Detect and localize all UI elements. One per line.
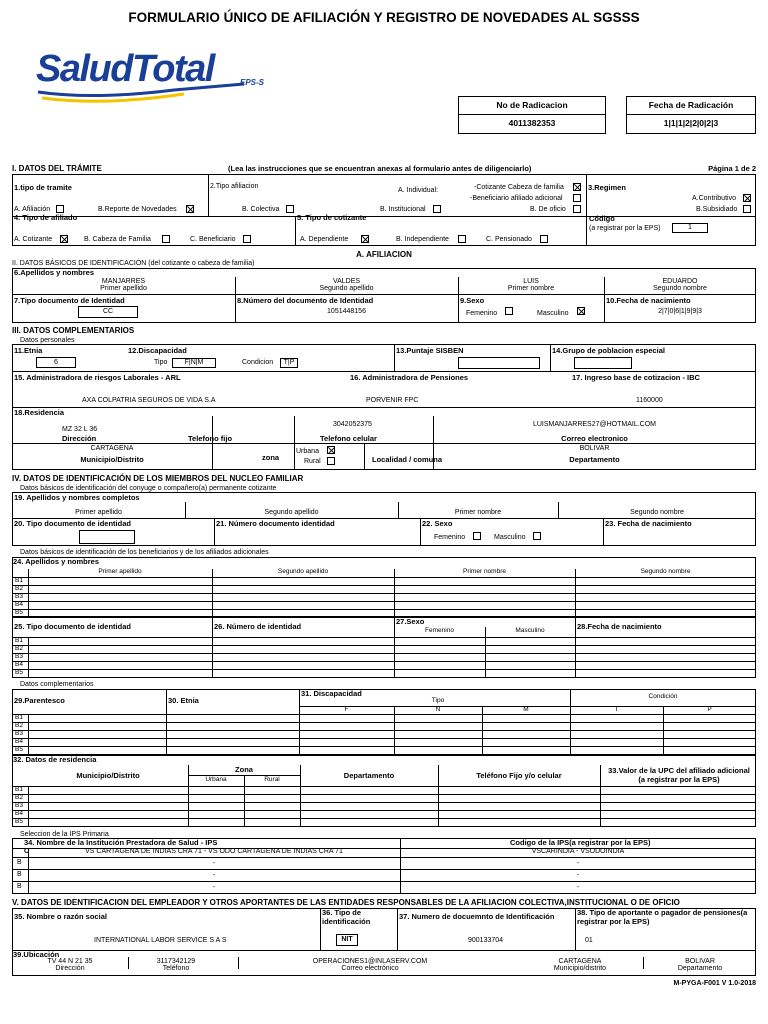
arl-label: 15. Administradora de riesgos Laborales - ARL — [14, 373, 181, 382]
num-id-label: 37. Numero de docuemnto de Identificación — [399, 912, 555, 921]
condicion-p-header: P — [707, 706, 712, 713]
telefono-fijo-caption: Telefono fijo — [188, 434, 233, 443]
fecha-radicacion-label: Fecha de Radicación — [648, 100, 734, 110]
masculino-checkbox[interactable] — [577, 307, 585, 315]
row-b1: B1 — [15, 577, 23, 584]
condicion-t-header: T — [614, 706, 619, 713]
reporte-novedades-label: B.Reporte de Novedades — [98, 206, 177, 213]
ubicacion-direccion-caption: Dirección — [55, 965, 85, 972]
row-b2: B2 — [15, 585, 23, 592]
pensiones-label: 16. Administradora de Pensiones — [350, 373, 469, 382]
municipio-value: CARTAGENA — [90, 445, 134, 452]
ips-row-code: - — [576, 860, 580, 867]
section-3-title: III. DATOS COMPLEMENTARIOS — [12, 326, 135, 335]
row-b5: B5 — [15, 669, 23, 676]
logo-suffix: EPS-S — [240, 78, 265, 87]
urbana-32-header: Urbana — [205, 776, 227, 783]
row-b5: B5 — [15, 609, 23, 616]
etnia-label: 11.Etnia — [14, 346, 43, 355]
subsidiado-label: B.Subsidiado — [696, 206, 738, 213]
departamento-32-header: Departamento — [343, 771, 395, 780]
sexo-label: 9.Sexo — [460, 296, 485, 305]
fecha-radicacion-value: 1|1|1|2|2|0|2|3 — [663, 118, 719, 128]
ips-row-name: - — [212, 872, 216, 879]
row-b4: B4 — [15, 601, 23, 608]
ips-row-code: - — [576, 884, 580, 891]
instructions-note: (Lea las instrucciones que se encuentran anexas al formulario antes de diligenciarlo) — [228, 164, 532, 173]
ips-seleccion-label: Seleccion de la IPS Primaria — [20, 831, 109, 838]
de-oficio-checkbox[interactable] — [573, 205, 581, 213]
condicion-31-header: Condición — [648, 693, 678, 700]
tipo-f-header: F — [344, 706, 349, 713]
primer-nombre-value: LUIS — [523, 278, 539, 285]
contributivo-checkbox[interactable] — [743, 194, 751, 202]
etnia-30-label: 30. Etnia — [168, 696, 199, 705]
numero-documento-label: 8.Número del documento de Identidad — [237, 296, 374, 305]
row-b2: B2 — [15, 645, 23, 652]
beneficiario-adicional-checkbox[interactable] — [573, 194, 581, 202]
residencia-label: 18.Residencia — [14, 408, 65, 417]
dependiente-label: A. Dependiente — [300, 236, 349, 243]
conyuge-label: Datos básicos de identificación del conyuge o compañero(a) permanente cotizante — [20, 485, 277, 492]
radicacion-value: 4011382353 — [508, 118, 556, 128]
section-5-title: V. DATOS DE IDENTIFICACION DEL EMPLEADOR Y OTROS APORTANTES DE LAS ENTIDADES RESPONSABLES DE LA AFILIACION COLECTIVA,INSTITUCIONAL O DE OFICIO — [12, 898, 680, 907]
zona-32-header: Zona — [235, 765, 253, 774]
segundo-apellido-value: VALDES — [332, 278, 361, 285]
apellidos-24-table — [12, 557, 756, 617]
discapacidad-label: 12.Discapacidad — [128, 346, 187, 355]
discapacidad-tipo-value: F|N|M — [172, 358, 216, 368]
ips-row-tag: B — [17, 871, 22, 878]
correo-caption: Correo electronico — [561, 434, 628, 443]
sisben-input[interactable] — [458, 357, 540, 369]
row-b1: B1 — [15, 637, 23, 644]
section-1-title: I. DATOS DEL TRÁMITE — [12, 164, 102, 173]
rural-checkbox[interactable] — [327, 457, 335, 465]
institucional-checkbox[interactable] — [433, 205, 441, 213]
row-b1: B1 — [15, 786, 23, 793]
fecha-28-label: 28.Fecha de nacimiento — [577, 622, 662, 631]
conyuge-femenino-label: Femenino — [434, 534, 466, 541]
cabeza-familia-label: B. Cabeza de Familia — [84, 236, 151, 243]
apellidos-24-label: 24. Apellidos y nombres — [13, 557, 99, 566]
etnia-value: 6 — [36, 357, 76, 368]
ubicacion-telefono-value: 3117342129 — [156, 958, 196, 965]
ubicacion-municipio-value: CARTAGENA — [558, 958, 602, 965]
tipo-cotizante-label: 5. Tipo de cotizante — [297, 213, 367, 222]
tipo-31-header: Tipo — [431, 697, 445, 704]
femenino-label: Femenino — [466, 310, 498, 317]
logo-text: SaludTotal — [36, 48, 214, 90]
ips-row-tag: B — [17, 883, 22, 890]
celular-value: 3042052375 — [333, 421, 372, 428]
fecha-nacimiento-label: 10.Fecha de nacimiento — [606, 296, 691, 305]
conyuge-femenino-checkbox[interactable] — [473, 532, 481, 540]
afiliacion-label: A. Afiliación — [14, 206, 51, 213]
direccion-value: MZ 32 L 36 — [62, 426, 98, 433]
row-b5: B5 — [15, 818, 23, 825]
tipo-doc-25-label: 25. Tipo documento de identidad — [14, 622, 131, 631]
upc-33-header: 33.Valor de la UPC del afiliado adicional (a registrar por la EPS) — [608, 766, 750, 784]
individual-label: A. Individual: — [398, 187, 439, 194]
reporte-novedades-checkbox[interactable] — [186, 205, 194, 213]
conyuge-tipo-doc-label: 20. Tipo documento de identidad — [14, 519, 131, 528]
tipo-id-value: NIT — [336, 934, 358, 946]
institucional-label: B. Institucional — [380, 206, 426, 213]
telefono-32-header: Teléfono Fijo y/o celular — [476, 771, 562, 780]
datos-complementarios-label: Datos complementarios — [20, 681, 94, 688]
b-primer-nombre-header: Primer nombre — [463, 568, 506, 575]
row-b4: B4 — [15, 661, 23, 668]
zona-label: zona — [262, 453, 280, 462]
tipo-id-label: 36. Tipo de identificación — [322, 908, 371, 926]
ips-row-tag: B — [17, 859, 22, 866]
conyuge-segundo-apellido-caption: Segundo apellido — [264, 509, 319, 516]
ubicacion-departamento-caption: Departamento — [677, 965, 723, 972]
conyuge-segundo-nombre-caption: Segundo nombre — [630, 509, 684, 516]
ubicacion-correo-value: OPERACIONES1@INLASERV.COM — [312, 958, 428, 965]
regimen-label: 3.Regimen — [588, 183, 626, 192]
row-b3: B3 — [15, 802, 23, 809]
tipo-afiliacion-label: 2.Tipo afiliacion — [210, 183, 259, 190]
cotizante-cabeza-label: -Cotizante Cabeza de familia — [474, 184, 564, 191]
de-oficio-label: B. De oficio — [530, 206, 566, 213]
beneficiarios-label: Datos básicos de identificación de los beneficiarios y de los afiliados adicionales — [20, 549, 269, 556]
datos-personales-label: Datos personales — [20, 337, 75, 344]
beneficiario-label: C. Beneficiario — [190, 236, 236, 243]
page-number: Página 1 de 2 — [708, 164, 756, 173]
row-b3: B3 — [15, 730, 23, 737]
discapacidad-tipo-label: Tipo — [154, 359, 168, 366]
segundo-nombre-caption: Segundo nombre — [653, 285, 707, 292]
rural-32-header: Rural — [264, 776, 280, 783]
conyuge-num-doc-label: 21. Número documento identidad — [216, 519, 335, 528]
numero-documento-value: 1051448156 — [327, 308, 366, 315]
codigo-label: Código — [589, 214, 615, 223]
primer-apellido-caption: Primer apellido — [100, 285, 147, 292]
cabeza-familia-checkbox[interactable] — [162, 235, 170, 243]
ips-row-name: VS CARTAGENA DE INDIAS CRA 71 - VS ODO CARTAGENA DE INDIAS CRA 71 — [85, 848, 343, 855]
urbana-checkbox[interactable] — [327, 446, 335, 454]
beneficiario-adicional-label: -Beneficiario afiliado adicional — [470, 195, 563, 202]
tipo-documento-label: 7.Tipo documento de Identidad — [14, 296, 125, 305]
tipo-documento-value: CC — [78, 306, 138, 318]
municipio-32-header: Municipio/Distrito — [76, 771, 140, 780]
conyuge-tipo-doc-input[interactable] — [79, 530, 135, 544]
conyuge-masculino-label: Masculino — [494, 534, 526, 541]
segundo-apellido-caption: Segundo apellido — [319, 285, 374, 292]
sisben-label: 13.Puntaje SISBEN — [396, 346, 464, 355]
grupo-poblacion-label: 14.Grupo de poblacion especial — [552, 346, 665, 355]
ips-row-tag: C — [24, 848, 30, 855]
rural-label: Rural — [304, 458, 321, 465]
form-code: M-PYGA-F001 V 1.0-2018 — [673, 980, 756, 987]
row-b4: B4 — [15, 810, 23, 817]
pensiones-value: PORVENIR FPC — [366, 397, 419, 404]
saludtotal-logo — [34, 48, 274, 108]
localidad-label: Localidad / comuna — [372, 455, 443, 464]
sexo-27-femenino: Femenino — [425, 627, 454, 634]
afiliacion-title: A. AFILIACION — [356, 250, 412, 259]
conyuge-masculino-checkbox[interactable] — [533, 532, 541, 540]
b-segundo-apellido-header: Segundo apellido — [277, 568, 329, 575]
colectiva-label: B. Colectiva — [242, 206, 280, 213]
ips-row-code: VSCARINDIA - VSODOINDIA — [531, 848, 625, 855]
tipo-m-header: M — [523, 706, 529, 713]
segundo-nombre-value: EDUARDO — [662, 278, 698, 285]
b-primer-apellido-header: Primer apellido — [98, 568, 142, 575]
ibc-value: 1160000 — [636, 397, 663, 404]
subsidiado-checkbox[interactable] — [743, 205, 751, 213]
afiliacion-checkbox[interactable] — [56, 205, 64, 213]
tipo-n-header: N — [435, 706, 441, 713]
conyuge-primer-nombre-caption: Primer nombre — [454, 509, 502, 516]
masculino-label: Masculino — [537, 310, 569, 317]
celular-caption: Telefono celular — [320, 434, 377, 443]
ips-name-header: 34. Nombre de la Institución Prestadora de Salud - IPS — [24, 838, 218, 847]
row-b1: B1 — [15, 714, 23, 721]
departamento-value: BOLIVAR — [579, 445, 610, 452]
form-title: FORMULARIO ÚNICO DE AFILIACIÓN Y REGISTRO DE NOVEDADES AL SGSSS — [128, 10, 640, 25]
beneficiario-checkbox[interactable] — [243, 235, 251, 243]
cotizante-checkbox[interactable] — [60, 235, 68, 243]
direccion-caption: Dirección — [62, 434, 97, 443]
ubicacion-correo-caption: Correo electrónico — [341, 965, 399, 972]
ubicacion-label: 39.Ubicación — [13, 950, 60, 959]
conyuge-sexo-label: 22. Sexo — [422, 519, 453, 528]
independiente-checkbox[interactable] — [458, 235, 466, 243]
dependiente-checkbox[interactable] — [361, 235, 369, 243]
section-2-title: II. DATOS BÁSICOS DE IDENTIFICACIÓN (del cotizante o cabeza de familia) — [12, 260, 255, 267]
row-b4: B4 — [15, 738, 23, 745]
codigo-value: 1 — [672, 223, 708, 233]
ips-row-name: - — [212, 884, 216, 891]
residencia-32-label: 32. Datos de residencia — [13, 755, 97, 764]
b-segundo-nombre-header: Segundo nombre — [640, 568, 691, 575]
parentesco-label: 29.Parentesco — [14, 696, 65, 705]
departamento-caption: Departamento — [569, 455, 620, 464]
urbana-label: Urbana — [296, 448, 319, 455]
discapacidad-31-label: 31. Discapacidad — [301, 689, 362, 698]
tipo-afiliado-label: 4. Tipo de afiliado — [14, 213, 78, 222]
tipo-tramite-label: 1.tipo de tramite — [14, 183, 72, 192]
apellidos-label: 6.Apellidos y nombres — [14, 268, 95, 277]
codigo-sub-label: (a registrar por la EPS) — [589, 225, 661, 232]
conyuge-primer-apellido-caption: Primer apellido — [75, 509, 122, 516]
ubicacion-telefono-caption: Teléfono — [162, 965, 190, 972]
num-id-value: 900133704 — [468, 937, 504, 944]
femenino-checkbox[interactable] — [505, 307, 513, 315]
cotizante-cabeza-checkbox[interactable] — [573, 183, 581, 191]
section-4-title: IV. DATOS DE IDENTIFICACIÓN DE LOS MIEMBROS DEL NUCLEO FAMILIAR — [12, 474, 304, 483]
tipo-aportante-value: 01 — [585, 937, 593, 944]
row-b3: B3 — [15, 653, 23, 660]
condicion-value: T|P — [280, 358, 298, 368]
correo-value: LUISMANJARRES27@HOTMAIL.COM — [532, 421, 657, 428]
ips-code-header: Codigo de la IPS(a registrar por la EPS) — [510, 838, 651, 847]
row-b3: B3 — [15, 593, 23, 600]
ips-row-code: - — [576, 872, 580, 879]
grupo-poblacion-input[interactable] — [574, 357, 632, 369]
ips-row-name: - — [212, 860, 216, 867]
arl-value: AXA COLPATRIA SEGUROS DE VIDA S.A — [82, 397, 216, 404]
municipio-caption: Municipio/Distrito — [80, 455, 144, 464]
primer-nombre-caption: Primer nombre — [507, 285, 555, 292]
nombre-razon-label: 35. Nombre o razón social — [14, 912, 107, 921]
tipo-aportante-label: 38. Tipo de aportante o pagador de pensiones(a registrar por la EPS) — [577, 908, 748, 926]
sexo-27-label: 27.Sexo — [396, 617, 425, 626]
ubicacion-direccion-value: TV 44 N 21 35 — [47, 958, 93, 965]
sexo-27-masculino: Masculino — [515, 627, 545, 634]
colectiva-checkbox[interactable] — [286, 205, 294, 213]
independiente-label: B. Independiente — [396, 236, 449, 243]
row-b2: B2 — [15, 794, 23, 801]
condicion-label: Condicion — [242, 359, 274, 366]
radicacion-label: No de Radicacion — [496, 100, 568, 110]
ubicacion-departamento-value: BOLIVAR — [685, 958, 715, 965]
ubicacion-municipio-caption: Municipio/distrito — [553, 965, 607, 972]
apellidos-completos-label: 19. Apellidos y nombres completos — [14, 493, 140, 502]
num-id-26-label: 26. Número de identidad — [214, 622, 302, 631]
row-b2: B2 — [15, 722, 23, 729]
row-b5: B5 — [15, 746, 23, 753]
contributivo-label: A.Contributivo — [692, 195, 736, 202]
primer-apellido-value: MANJARRES — [101, 278, 146, 285]
pensionado-checkbox[interactable] — [540, 235, 548, 243]
conyuge-fecha-label: 23. Fecha de nacimiento — [605, 519, 692, 528]
cotizante-label: A. Cotizante — [14, 236, 53, 243]
nombre-razon-value: INTERNATIONAL LABOR SERVICE S A S — [94, 937, 227, 944]
pensionado-label: C. Pensionado — [486, 236, 532, 243]
fecha-nacimiento-value: 2|7|0|6|1|9|9|3 — [658, 308, 702, 315]
ibc-label: 17. Ingreso base de cotizacion - IBC — [572, 373, 700, 382]
